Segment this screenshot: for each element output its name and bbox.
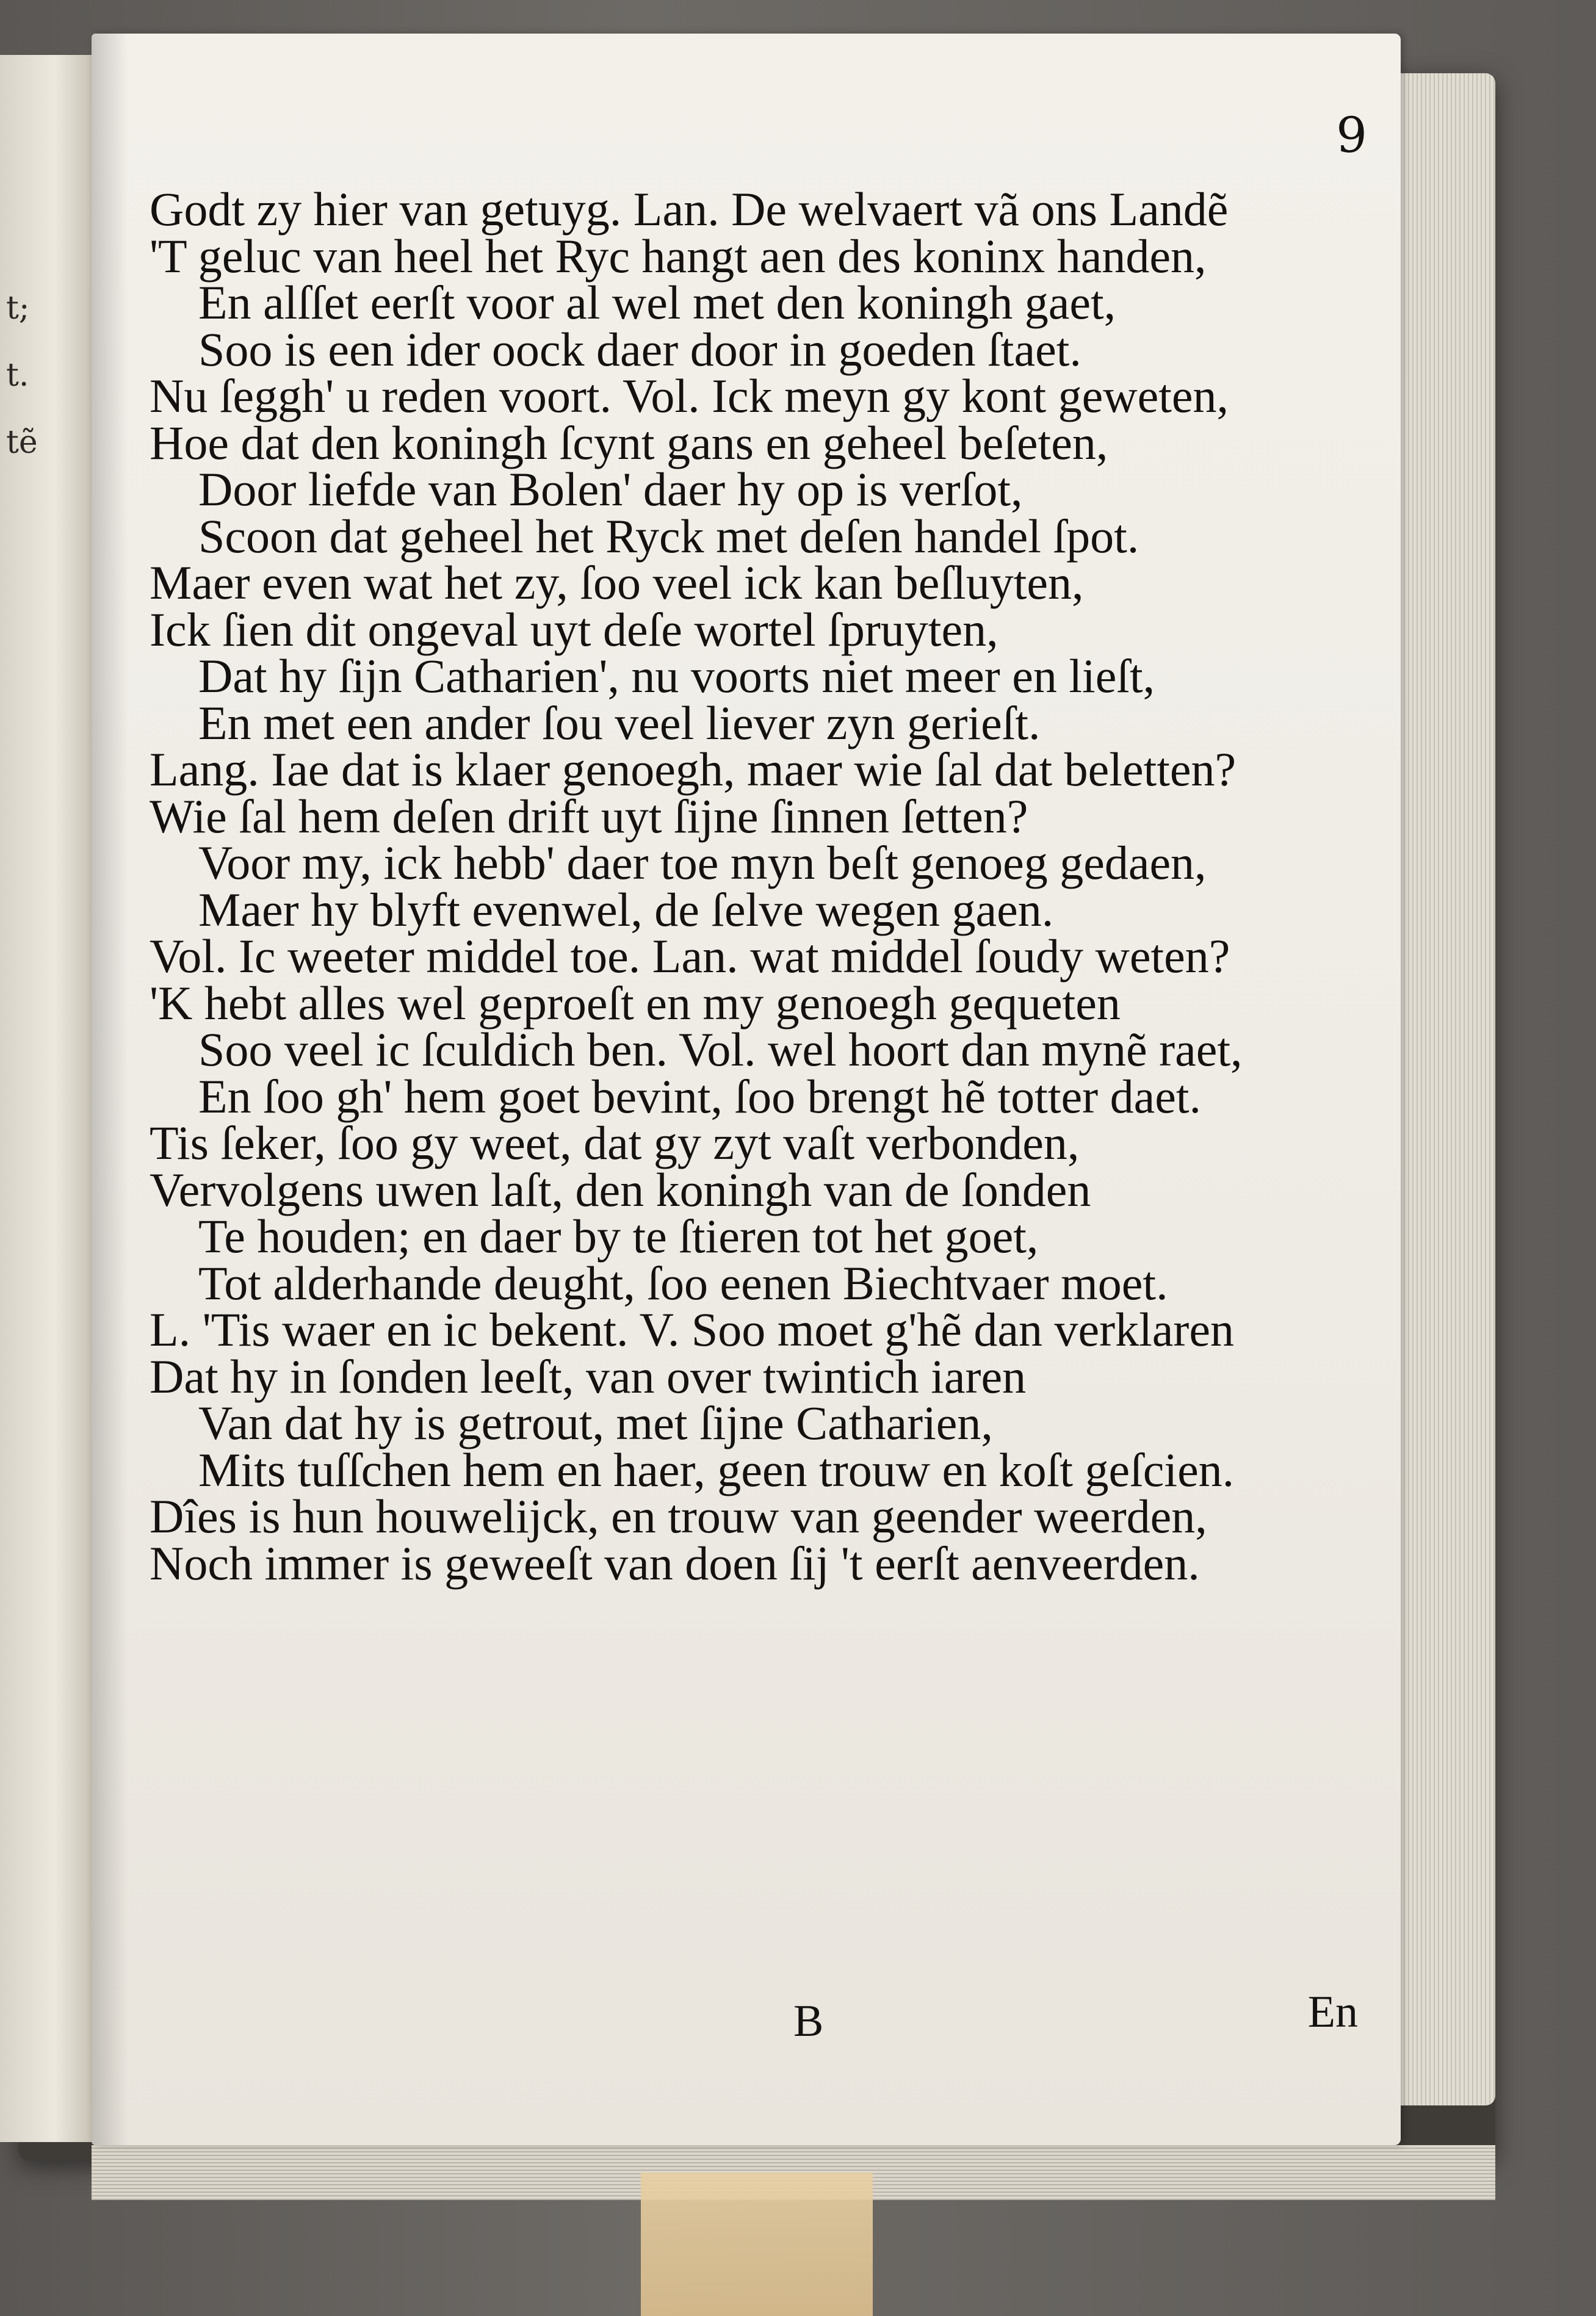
verse-line: Door liefde van Bolen' daer hy op is verſot,	[198, 463, 1023, 516]
verse-line: Van dat hy is getrout, met ſijne Catharien,	[198, 1396, 993, 1449]
verse-line: Vol. Ic weeter middel toe. Lan. wat middel ſoudy weten?	[150, 929, 1230, 983]
signature-mark: B	[793, 1996, 824, 2046]
verse-line: Soo is een ider oock daer door in goeden ſtaet.	[198, 322, 1081, 376]
verse-line: Noch immer is geweeſt van doen ſij 't eerſt aenveerden.	[150, 1536, 1200, 1590]
verse-line: Ick ſien dit ongeval uyt deſe wortel ſpruyten,	[150, 602, 998, 656]
page-number: 9	[1336, 107, 1367, 164]
paper-bookmark-tab	[641, 2173, 873, 2316]
verse-line: Maer even wat het zy, ſoo veel ick kan beſluyten,	[150, 556, 1084, 609]
left-glyph: t;	[6, 290, 30, 326]
book-page	[92, 34, 1401, 2145]
left-glyph: t.	[6, 357, 29, 394]
verse-text	[150, 182, 1376, 1590]
verse-line: Dat hy in ſonden leeſt, van over twintich iaren	[150, 1349, 1027, 1403]
verse-line: Scoon dat geheel het Ryck met deſen handel ſpot.	[198, 509, 1139, 563]
verse-line: Mits tuſſchen hem en haer, geen trouw en koſt geſcien.	[198, 1443, 1235, 1496]
verse-line: Lang. Iae dat is klaer genoegh, maer wie ſal dat beletten?	[150, 743, 1237, 796]
verse-line: 'K hebt alles wel geproeſt en my genoegh gequeten	[150, 976, 1121, 1030]
verse-line: Voor my, ick hebb' daer toe myn beſt genoeg gedaen,	[198, 836, 1207, 889]
catchword: En	[1307, 1987, 1358, 2037]
verse-line: Godt zy hier van getuyg. Lan. De welvaert vã ons Landẽ	[150, 182, 1229, 236]
left-page-text	[6, 275, 79, 476]
verse-line: Maer hy blyft evenwel, de ſelve wegen gaen.	[198, 882, 1054, 936]
verse-line: 'T geluc van heel het Ryc hangt aen des koninx handen,	[150, 229, 1207, 283]
verse-line: En ſoo gh' hem goet bevint, ſoo brengt hẽ totter daet.	[198, 1069, 1201, 1123]
verse-line: Hoe dat den koningh ſcynt gans en geheel beſeten,	[150, 416, 1108, 469]
verse-line: Tis ſeker, ſoo gy weet, dat gy zyt vaſt verbonden,	[150, 1116, 1080, 1169]
left-page-fragment	[0, 55, 95, 2142]
verse-line: Dat hy ſijn Catharien', nu voorts niet meer en lieſt,	[198, 649, 1155, 702]
verse-line: En alſſet eerſt voor al wel met den koningh gaet,	[198, 276, 1116, 329]
left-glyph: tẽ	[6, 424, 38, 461]
verse-line: Dîes is hun houwelijck, en trouw van geender weerden,	[150, 1490, 1207, 1543]
verse-line: Te houden; en daer by te ſtieren tot het goet,	[198, 1210, 1039, 1263]
verse-line: Nu ſeggh' u reden voort. Vol. Ick meyn gy kont geweten,	[150, 369, 1229, 422]
verse-line: En met een ander ſou veel liever zyn gerieſt.	[198, 696, 1041, 749]
verse-line: Tot alderhande deught, ſoo eenen Biechtvaer moet.	[198, 1256, 1168, 1310]
verse-line: Wie ſal hem deſen drift uyt ſijne ſinnen ſetten?	[150, 789, 1028, 843]
verse-line: Soo veel ic ſculdich ben. Vol. wel hoort dan mynẽ raet,	[198, 1023, 1243, 1076]
verse-line: Vervolgens uwen laſt, den koningh van de ſonden	[150, 1163, 1091, 1216]
verse-line: L. 'Tis waer en ic bekent. V. Soo moet g'hẽ dan verklaren	[150, 1303, 1234, 1356]
